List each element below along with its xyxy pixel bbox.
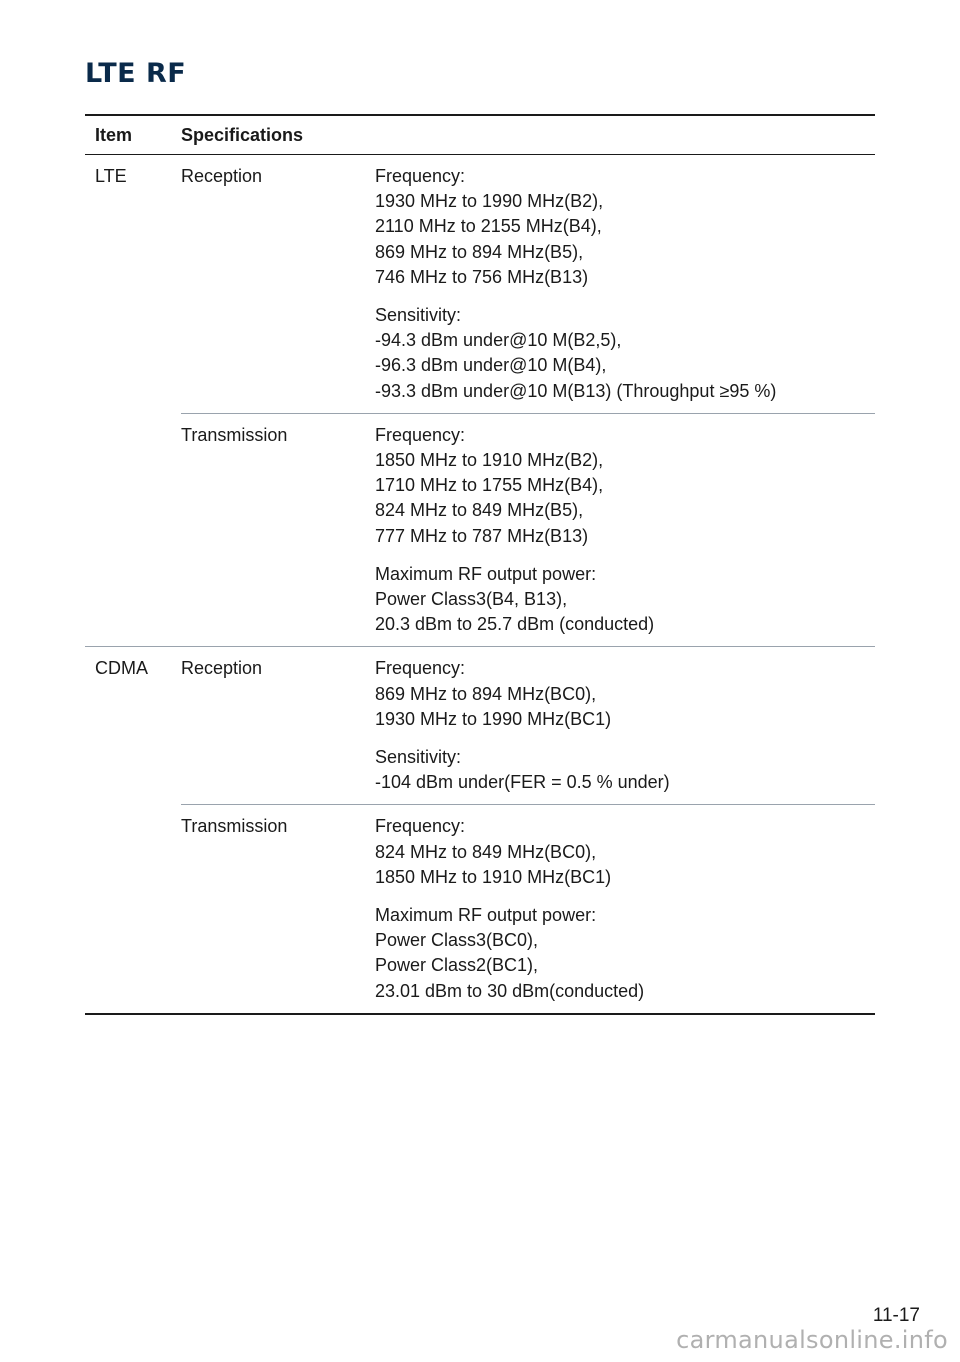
spec-value: -104 dBm under(FER = 0.5 % under) [375, 772, 670, 793]
table-header-row [85, 116, 875, 155]
spec-block [375, 814, 875, 890]
spec-heading: Maximum RF output power: [375, 563, 597, 584]
spec-value: 824 MHz to 849 MHz(BC0), [375, 841, 597, 862]
header-item: Item [95, 124, 133, 145]
spec-block [375, 423, 875, 549]
spec-value: 1930 MHz to 1990 MHz(B2), [375, 191, 604, 212]
row-specs [375, 164, 875, 404]
row-specs [375, 656, 875, 795]
spec-value: 869 MHz to 894 MHz(BC0), [375, 683, 597, 704]
spec-heading: Sensitivity: [375, 305, 462, 326]
spec-value: 1850 MHz to 1910 MHz(BC1) [375, 866, 612, 887]
row-type-label: Transmission [181, 424, 288, 445]
spec-value: Power Class3(BC0), [375, 930, 539, 951]
watermark: carmanualsonline.info [676, 1326, 948, 1354]
spec-block [375, 745, 875, 795]
row-specs [375, 814, 875, 1003]
spec-heading: Frequency: [375, 658, 466, 679]
spec-block [375, 164, 875, 290]
row-type-label: Reception [181, 166, 263, 186]
spec-value: Power Class2(BC1), [375, 955, 539, 976]
spec-value: 1930 MHz to 1990 MHz(BC1) [375, 708, 612, 729]
spec-block [375, 303, 875, 404]
group-body [181, 155, 875, 646]
spec-value: -96.3 dBm under@10 M(B4), [375, 355, 607, 376]
spec-block [375, 562, 875, 638]
spec-block [375, 656, 875, 732]
spec-heading: Frequency: [375, 816, 466, 837]
table-body [85, 155, 875, 1013]
spec-heading: Maximum RF output power: [375, 905, 597, 926]
table-row [181, 647, 875, 804]
table-row [181, 413, 875, 647]
spec-value: -93.3 dBm under@10 M(B13) (Throughput ≥95 %) [375, 380, 777, 401]
spec-value: 23.01 dBm to 30 dBm(conducted) [375, 980, 645, 1001]
spec-value: 824 MHz to 849 MHz(B5), [375, 500, 584, 521]
spec-value: 20.3 dBm to 25.7 dBm (conducted) [375, 614, 655, 635]
row-type-label: Transmission [181, 816, 288, 837]
table-group [85, 155, 875, 646]
page-number: 11-17 [872, 1305, 920, 1326]
row-type-label: Reception [181, 658, 263, 679]
spec-value: 2110 MHz to 2155 MHz(B4), [375, 216, 602, 237]
spec-heading: Frequency: [375, 166, 466, 186]
spec-value: 1850 MHz to 1910 MHz(B2), [375, 450, 604, 471]
spec-table [85, 114, 875, 1015]
spec-value: 869 MHz to 894 MHz(B5), [375, 241, 584, 262]
table-row [181, 804, 875, 1012]
spec-value: Power Class3(B4, B13), [375, 589, 568, 610]
header-specifications: Specifications [181, 124, 304, 145]
group-item-label: LTE [95, 166, 127, 186]
spec-heading: Frequency: [375, 424, 466, 445]
page-title: LTE RF [85, 58, 187, 89]
group-item-label: CDMA [95, 658, 148, 679]
spec-value: 746 MHz to 756 MHz(B13) [375, 266, 589, 287]
group-body [181, 647, 875, 1012]
spec-value: 1710 MHz to 1755 MHz(B4), [375, 475, 604, 496]
spec-value: -94.3 dBm under@10 M(B2,5), [375, 330, 622, 351]
spec-value: 777 MHz to 787 MHz(B13) [375, 525, 589, 546]
row-specs [375, 423, 875, 638]
spec-heading: Sensitivity: [375, 747, 462, 768]
spec-block [375, 903, 875, 1004]
table-group [85, 646, 875, 1012]
table-row [181, 155, 875, 413]
